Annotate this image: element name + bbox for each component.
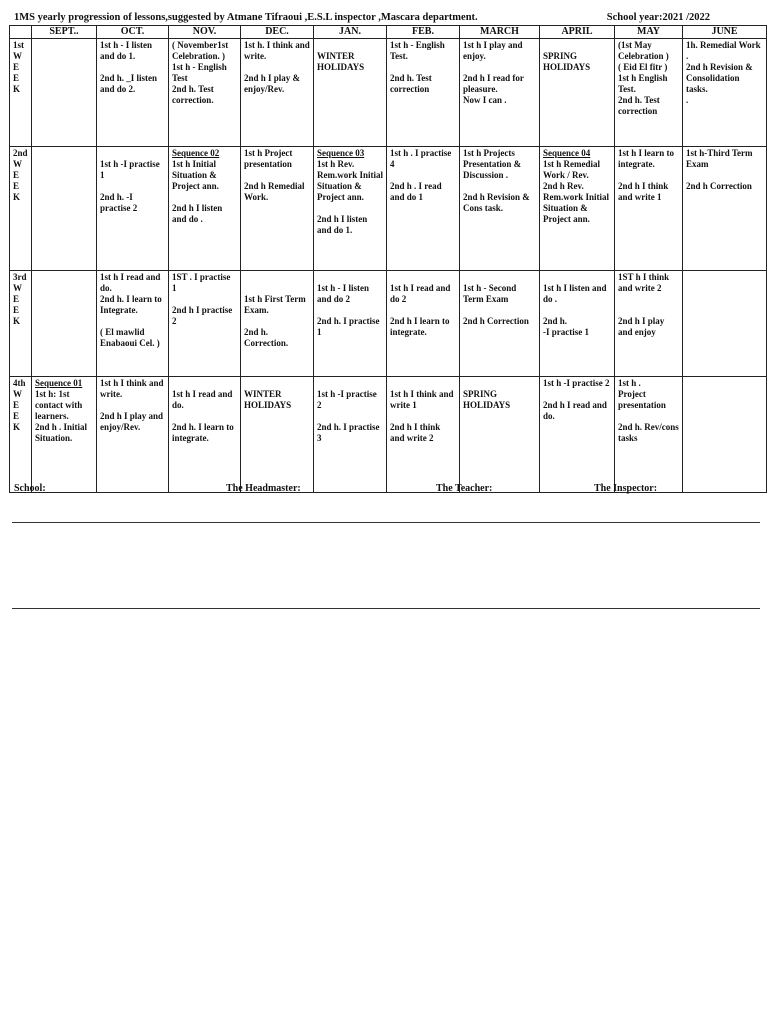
lesson-text: (1st May Celebration ) ( Eid El fitr ) 1st h English Test. 2nd h. Test correction bbox=[618, 40, 669, 116]
lesson-text: 1st h Rev. Rem.work Initial Situation & Project ann. 2nd h I listen and do 1. bbox=[317, 159, 383, 235]
signature-row bbox=[14, 483, 754, 496]
lesson-cell bbox=[540, 147, 615, 271]
lesson-text: 1st h I play and enjoy. 2nd h I read for pleasure. Now I can . bbox=[463, 40, 524, 105]
week-row bbox=[10, 39, 767, 147]
week-row bbox=[10, 147, 767, 271]
week-label: 2nd W E E K bbox=[10, 147, 32, 271]
lesson-cell bbox=[314, 147, 387, 271]
lesson-text: ( November1st Celebration. ) 1st h - English Test 2nd h. Test correction. bbox=[172, 40, 229, 105]
lesson-text: 1st h I read and do. 2nd h. I learn to integrate. bbox=[172, 389, 234, 443]
progression-table bbox=[9, 25, 767, 493]
lesson-text: 1st h - English Test. 2nd h. Test correction bbox=[390, 40, 445, 94]
lesson-text: 1st h -I practise 2 2nd h. I practise 3 bbox=[317, 389, 380, 443]
month-header: NOV. bbox=[169, 26, 241, 39]
lesson-cell bbox=[32, 377, 97, 493]
month-header: SEPT.. bbox=[32, 26, 97, 39]
lesson-cell bbox=[32, 39, 97, 147]
lesson-cell bbox=[241, 39, 314, 147]
corner-cell bbox=[10, 26, 32, 39]
lesson-text: 1st h I read and do. 2nd h. I learn to Integrate. ( El mawlid Enabaoui Cel. ) bbox=[100, 272, 162, 348]
lesson-text: 1st h Project presentation 2nd h Remedial Work. bbox=[244, 148, 305, 202]
lesson-text: 1h. Remedial Work . 2nd h Revision & Consolidation tasks. . bbox=[686, 40, 761, 105]
week-label: 1st W E E K bbox=[10, 39, 32, 147]
lesson-cell bbox=[615, 39, 683, 147]
month-header: JAN. bbox=[314, 26, 387, 39]
lesson-cell bbox=[387, 271, 460, 377]
lesson-text: 1st h I think and write. 2nd h I play and enjoy/Rev. bbox=[100, 378, 164, 432]
week-label: 4th W E E K bbox=[10, 377, 32, 493]
lesson-cell bbox=[241, 271, 314, 377]
lesson-cell bbox=[683, 377, 767, 493]
signature-line bbox=[12, 522, 760, 523]
lesson-cell bbox=[540, 377, 615, 493]
lesson-cell bbox=[169, 39, 241, 147]
lesson-text: SPRING HOLIDAYS bbox=[463, 389, 511, 410]
lesson-text: 1st h - I listen and do 1. 2nd h. _I listen and do 2. bbox=[100, 40, 158, 94]
lesson-cell bbox=[460, 271, 540, 377]
lesson-cell bbox=[314, 271, 387, 377]
document-title: 1MS yearly progression of lessons,suggested by Atmane Tifraoui ,E.S.L inspector ,Mascara department. bbox=[14, 12, 478, 23]
lesson-cell bbox=[460, 147, 540, 271]
lesson-text: 1ST h I think and write 2 2nd h I play and enjoy bbox=[618, 272, 670, 337]
lesson-cell bbox=[314, 39, 387, 147]
lesson-text: 1st h Initial Situation & Project ann. 2nd h I listen and do . bbox=[172, 159, 223, 224]
school-year: School year:2021 /2022 bbox=[606, 12, 710, 23]
lesson-text: 1st h - I listen and do 2 2nd h. I practise 1 bbox=[317, 283, 380, 337]
lesson-cell bbox=[683, 147, 767, 271]
table-body bbox=[10, 39, 767, 493]
lesson-text: 1st h I think and write 1 2nd h I think and write 2 bbox=[390, 389, 454, 443]
week-label: 3rd W E E K bbox=[10, 271, 32, 377]
lesson-cell bbox=[97, 271, 169, 377]
headmaster-label: The Headmaster: bbox=[226, 483, 301, 494]
month-header: MAY bbox=[615, 26, 683, 39]
lesson-text: 1st h Projects Presentation & Discussion . 2nd h Revision & Cons task. bbox=[463, 148, 530, 213]
month-header: DEC. bbox=[241, 26, 314, 39]
lesson-text: 1st h I learn to integrate. 2nd h I think and write 1 bbox=[618, 148, 674, 202]
lesson-text: 1st h. I think and write. 2nd h I play & enjoy/Rev. bbox=[244, 40, 310, 94]
signature-line bbox=[12, 608, 760, 609]
lesson-cell bbox=[241, 377, 314, 493]
lesson-text: 1st h I listen and do . 2nd h. -I practise 1 bbox=[543, 283, 607, 337]
sequence-heading: Sequence 04 bbox=[543, 148, 591, 158]
lesson-cell bbox=[97, 39, 169, 147]
lesson-text: 1st h -I practise 1 2nd h. -I practise 2 bbox=[100, 159, 160, 213]
lesson-cell bbox=[460, 39, 540, 147]
lesson-cell bbox=[241, 147, 314, 271]
sequence-heading: Sequence 02 bbox=[172, 148, 220, 158]
lesson-cell bbox=[169, 377, 241, 493]
lesson-text: WINTER HOLIDAYS bbox=[244, 389, 292, 410]
lesson-text: 1st h Remedial Work / Rev. 2nd h Rev. Rem.work Initial Situation & Project ann. bbox=[543, 159, 609, 224]
teacher-label: The Teacher: bbox=[436, 483, 493, 494]
lesson-text: 1st h I read and do 2 2nd h I learn to integrate. bbox=[390, 283, 451, 337]
month-header: FEB. bbox=[387, 26, 460, 39]
lesson-cell bbox=[387, 39, 460, 147]
lesson-text: 1st h . I practise 4 2nd h . I read and do 1 bbox=[390, 148, 452, 202]
lesson-cell bbox=[387, 147, 460, 271]
lesson-text: WINTER HOLIDAYS bbox=[317, 51, 365, 72]
month-header: JUNE bbox=[683, 26, 767, 39]
lesson-text: 1st h - Second Term Exam 2nd h Correction bbox=[463, 283, 529, 326]
lesson-text: 1st h: 1st contact with learners. 2nd h . Initial Situation. bbox=[35, 389, 88, 443]
lesson-cell bbox=[314, 377, 387, 493]
lesson-text: 1ST . I practise 1 2nd h I practise 2 bbox=[172, 272, 233, 326]
lesson-text: 1st h -I practise 2 2nd h I read and do. bbox=[543, 378, 610, 421]
lesson-text: 1st h-Third Term Exam 2nd h Correction bbox=[686, 148, 753, 191]
lesson-cell bbox=[540, 271, 615, 377]
sequence-heading: Sequence 01 bbox=[35, 378, 83, 388]
school-label: School: bbox=[14, 483, 46, 494]
month-header: MARCH bbox=[460, 26, 540, 39]
lesson-cell bbox=[169, 147, 241, 271]
document-title-row bbox=[14, 12, 754, 26]
lesson-cell bbox=[540, 39, 615, 147]
week-row bbox=[10, 377, 767, 493]
lesson-cell bbox=[32, 147, 97, 271]
lesson-text: 1st h . Project presentation 2nd h. Rev/cons tasks bbox=[618, 378, 679, 443]
lesson-cell bbox=[460, 377, 540, 493]
month-header: APRIL bbox=[540, 26, 615, 39]
sequence-heading: Sequence 03 bbox=[317, 148, 365, 158]
lesson-cell bbox=[683, 39, 767, 147]
lesson-cell bbox=[32, 271, 97, 377]
lesson-cell bbox=[97, 377, 169, 493]
lesson-cell bbox=[615, 377, 683, 493]
lesson-cell bbox=[615, 147, 683, 271]
week-row bbox=[10, 271, 767, 377]
lesson-text: SPRING HOLIDAYS bbox=[543, 51, 591, 72]
lesson-text: 1st h First Term Exam. 2nd h. Correction. bbox=[244, 294, 306, 348]
inspector-label: The Inspector: bbox=[594, 483, 658, 494]
month-header-row bbox=[10, 26, 767, 39]
month-header: OCT. bbox=[97, 26, 169, 39]
lesson-cell bbox=[97, 147, 169, 271]
lesson-cell bbox=[683, 271, 767, 377]
lesson-cell bbox=[615, 271, 683, 377]
lesson-cell bbox=[387, 377, 460, 493]
lesson-cell bbox=[169, 271, 241, 377]
